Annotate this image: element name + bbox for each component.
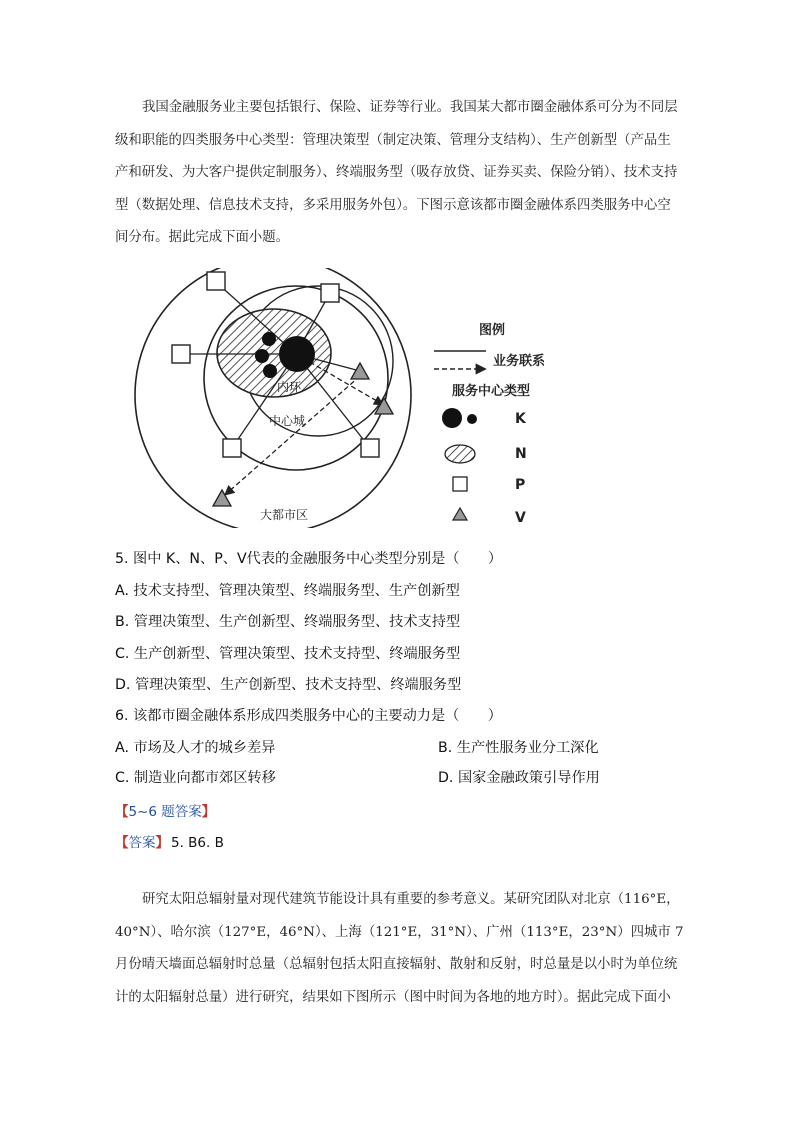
next-intro-line: 40°N）、哈尔滨（127°E，46°N）、上海（121°E，31°N）、广州（113°E，23°N）四城市 7 (115, 924, 684, 940)
p-square (172, 345, 190, 363)
center-city-label: 中心城 (269, 414, 306, 428)
intro-line: 我国金融服务业主要包括银行、保险、证券等行业。我国某大都市圈金融体系可分为不同层 (142, 100, 678, 115)
intro-line: 型（数据处理、信息技术支持，多采用服务外包）。下图示意该都市圈金融体系四类服务中心空 (115, 197, 671, 213)
legend-p-label: P (515, 477, 526, 493)
legend-k-small (467, 414, 477, 424)
q5-option-a[interactable]: A. 技术支持型、管理决策型、终端服务型、生产创新型 (115, 583, 460, 599)
k-small-dot (263, 364, 277, 378)
intro-line: 产和研发、为大客户提供定制服务）、终端服务型（吸存放贷、证券买卖、保险分销）、技术支持 (115, 165, 678, 180)
legend-service-type-title: 服务中心类型 (452, 384, 531, 399)
legend-n-label: N (515, 446, 527, 462)
q6-stem: 6. 该都市圈金融体系形成四类服务中心的主要动力是（ ） (115, 708, 502, 724)
legend-v-triangle (453, 508, 467, 520)
v-triangle (351, 363, 369, 379)
legend-title: 图例 (479, 323, 506, 338)
answer-value: 5. B6. B (171, 835, 224, 851)
p-square (207, 272, 225, 290)
p-square (321, 284, 339, 302)
next-intro-line: 研究太阳总辐射量对现代建筑节能设计具有重要的参考意义。某研究团队对北京（116°E， (142, 892, 680, 907)
inner-ring-label: 内环 (277, 380, 302, 394)
legend-k-label: K (515, 411, 526, 427)
next-intro-line: 月份晴天墙面总辐射时总量（总辐射包括太阳直接辐射、散射和反射，时总量是以小时为单位统 (115, 957, 678, 972)
v-triangle (213, 490, 231, 506)
q5-stem: 5. 图中 K、N、P、V代表的金融服务中心类型分别是（ ） (115, 551, 503, 567)
legend-p-square (453, 477, 467, 491)
section-answer-label: 5~6 题答案 (128, 804, 202, 820)
legend-k-large (442, 408, 462, 428)
q6-option-c[interactable]: C. 制造业向都市郊区转移 (115, 770, 276, 786)
q5-option-d[interactable]: D. 管理决策型、生产创新型、技术支持型、终端服务型 (115, 677, 462, 693)
intro-line: 间分布。据此完成下面小题。 (115, 230, 290, 245)
answer-line (115, 831, 224, 851)
k-small-dot (255, 349, 269, 363)
k-small-dot (262, 332, 276, 346)
p-square (223, 439, 241, 457)
bracket-close: 】 (201, 804, 216, 820)
metro-area-label: 大都市区 (260, 508, 309, 522)
k-large-dot (279, 336, 315, 372)
q6-option-b[interactable]: B. 生产性服务业分工深化 (438, 740, 599, 756)
financial-center-diagram (0, 268, 794, 528)
next-intro-paragraph (115, 884, 700, 1014)
p-square (361, 439, 379, 457)
legend (434, 322, 545, 526)
legend-v-label: V (515, 510, 526, 526)
intro-line: 级和职能的四类服务中心类型：管理决策型（制定决策、管理分支结构）、生产创新型（产品生 (115, 132, 671, 148)
q5-option-b[interactable]: B. 管理决策型、生产创新型、终端服务型、技术支持型 (115, 614, 461, 630)
answer-label: 答案 (128, 835, 156, 851)
section-answer-heading (115, 800, 215, 820)
q5-option-c[interactable]: C. 生产创新型、管理决策型、技术支持型、终端服务型 (115, 646, 461, 662)
q6-option-a[interactable]: A. 市场及人才的城乡差异 (115, 740, 276, 756)
legend-business-link: 业务联系 (493, 354, 546, 369)
bracket-open: 【 (115, 804, 129, 820)
next-intro-line: 计的太阳辐射总量）进行研究，结果如下图所示（图中时间为各地的地方时）。据此完成下面小 (115, 989, 671, 1005)
bracket-open: 【 (115, 835, 129, 851)
q6-option-d[interactable]: D. 国家金融政策引导作用 (438, 770, 600, 786)
legend-n-ellipse (445, 445, 475, 463)
intro-paragraph (115, 92, 700, 255)
bracket-close: 】 (155, 835, 169, 851)
